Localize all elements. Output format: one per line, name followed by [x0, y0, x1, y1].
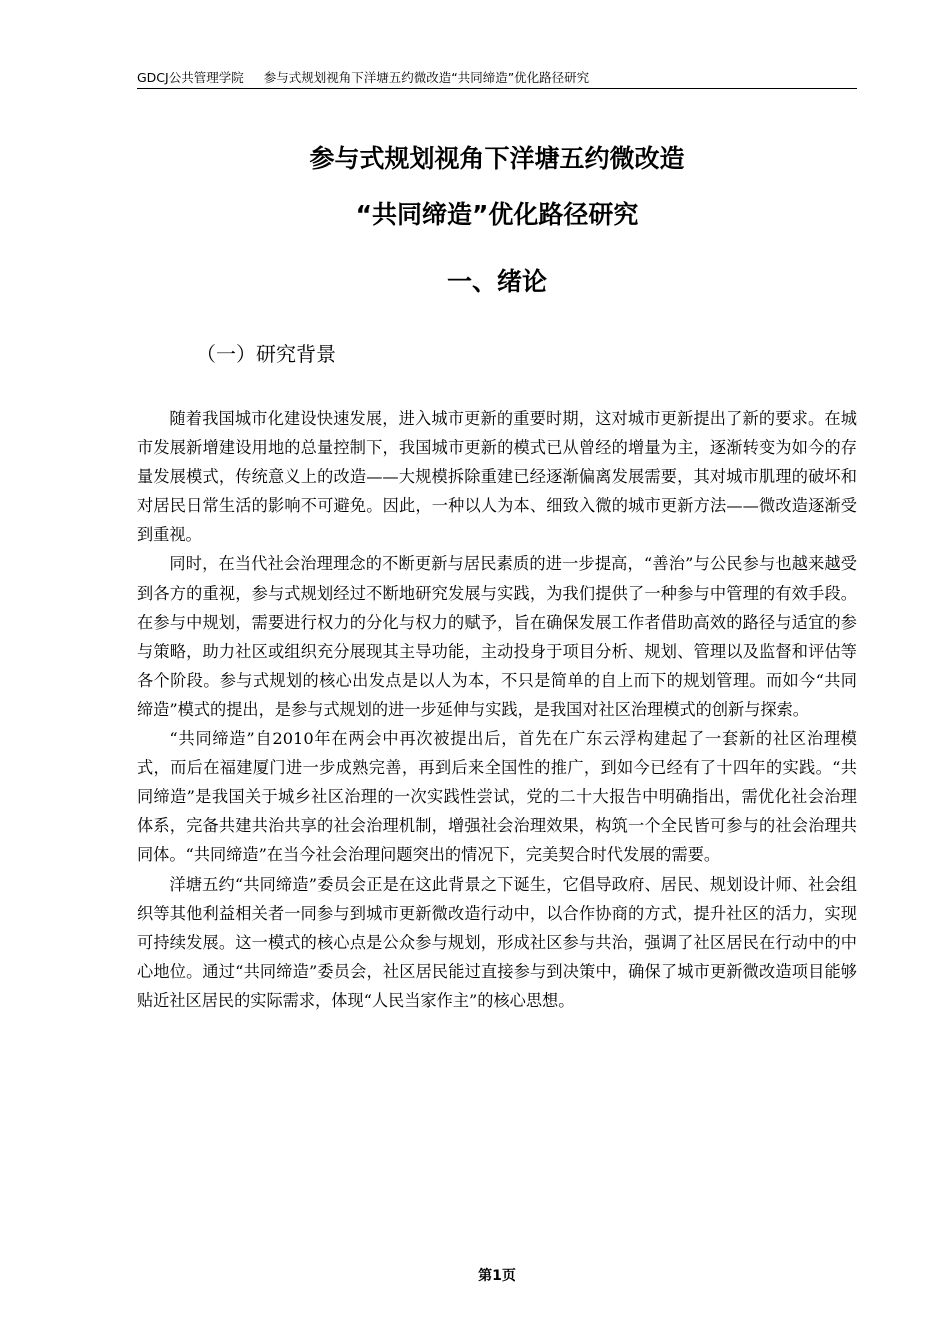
- paragraph: 洋塘五约“共同缔造”委员会正是在这此背景之下诞生，它倡导政府、居民、规划设计师、社会组织等其他利益相关者一同参与到城市更新微改造行动中，以合作协商的方式，提升社区的活力，实现可持续发展。这一模式的核心点是公众参与规划，形成社区参与共治，强调了社区居民在行动中的中心地位。通过“共同缔造”委员会，社区居民能过直接参与到决策中，确保了城市更新微改造项目能够贴近社区居民的实际需求，体现“人民当家作主”的核心思想。: [137, 874, 857, 1010]
- paragraph: “共同缔造”自2010年在两会中再次被提出后，首先在广东云浮构建起了一套新的社区治理模式，而后在福建厦门进一步成熟完善，再到后来全国性的推广，到如今已经有了十四年的实践。“共同缔造”是我国关于城乡社区治理的一次实践性尝试，党的二十大报告中明确指出，需优化社会治理体系，完备共建共治共享的社会治理机制，增强社会治理效果，构筑一个全民皆可参与的社会治理共同体。“共同缔造”在当今社会治理问题突出的情况下，完美契合时代发展的需要。: [137, 729, 857, 865]
- document-title-line-1: 参与式规划视角下洋塘五约微改造: [309, 144, 685, 173]
- body-text: [137, 404, 857, 1015]
- chapter-heading: 一、绪论: [446, 267, 547, 296]
- section-heading: （一）研究背景: [196, 342, 336, 366]
- page-number: 第1页: [478, 1268, 516, 1284]
- header-short-title: 参与式规划视角下洋塘五约微改造“共同缔造”优化路径研究: [263, 70, 590, 85]
- paragraph: 随着我国城市化建设快速发展，进入城市更新的重要时期，这对城市更新提出了新的要求。在城市发展新增建设用地的总量控制下，我国城市更新的模式已从曾经的增量为主，逐渐转变为如今的存量发展模式，传统意义上的改造——大规模拆除重建已经逐渐偏离发展需要，其对城市肌理的破坏和对居民日常生活的影响不可避免。因此，一种以人为本、细致入微的城市更新方法——微改造逐渐受到重视。: [137, 409, 857, 545]
- paragraph: 同时，在当代社会治理理念的不断更新与居民素质的进一步提高，“善治”与公民参与也越来越受到各方的重视，参与式规划经过不断地研究发展与实践，为我们提供了一种参与中管理的有效手段。在参与中规划，需要进行权力的分化与权力的赋予，旨在确保发展工作者借助高效的路径与适宜的参与策略，助力社区或组织充分展现其主导功能，主动投身于项目分析、规划、管理以及监督和评估等各个阶段。参与式规划的核心出发点是以人为本，不只是简单的自上而下的规划管理。而如今“共同缔造”模式的提出，是参与式规划的进一步延伸与实践，是我国对社区治理模式的创新与探索。: [137, 554, 857, 719]
- page-header: [137, 70, 857, 89]
- document-title-line-2: “共同缔造”优化路径研究: [355, 200, 639, 229]
- header-college-name: GDCJ公共管理学院: [137, 70, 244, 85]
